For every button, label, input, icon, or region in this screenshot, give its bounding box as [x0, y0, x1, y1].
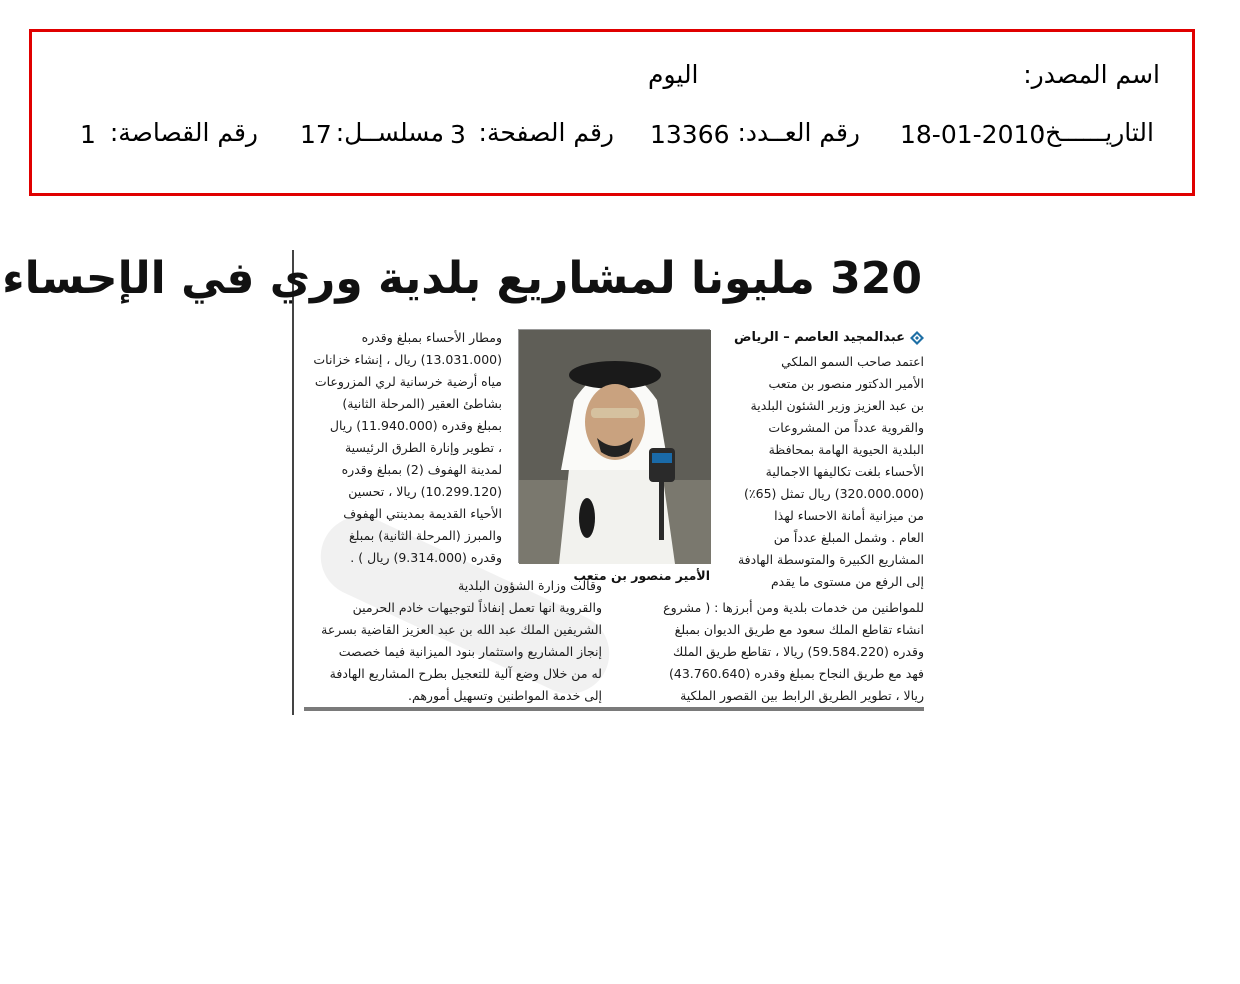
text-line: ، تطوير وإنارة الطرق الرئيسية	[344, 440, 502, 455]
text-line: لمدينة الهفوف (2) بمبلغ وقدره	[341, 462, 502, 477]
diamond-bullet-icon	[910, 331, 924, 345]
text-line: إلى خدمة المواطنين وتسهيل أمورهم.	[408, 688, 602, 703]
text-line: مياه أرضية خرسانية لري المزروعات	[314, 374, 502, 389]
text-line: المشاريع الكبيرة والمتوسطة الهادفة	[737, 552, 924, 567]
issue-value: 13366	[650, 120, 730, 149]
article-column-left-bottom	[304, 575, 602, 707]
text-line: إنجاز المشاريع واستثمار بنود الميزانية فيما خصصت	[338, 644, 602, 659]
text-line: الأحساء بلغت تكاليفها الاجمالية	[765, 464, 924, 479]
text-line: بمبلغ وقدره (11.940.000) ريال	[329, 418, 502, 433]
text-line: للمواطنين من خدمات بلدية ومن أبرزها : ( مشروع	[663, 600, 924, 615]
byline-text: عبدالمجيد العاصم – الرياض	[734, 330, 905, 345]
text-line: والقروية عدداً من المشروعات	[768, 420, 924, 435]
text-line: والقروية انها تعمل إنفاذاً لتوجيهات خادم الحرمين	[352, 600, 602, 615]
text-line: الأحياء القديمة بمدينتي الهفوف	[343, 506, 502, 521]
text-line: وقدره (59.584.220) ريالا ، تقاطع طريق الملك	[673, 644, 924, 659]
date-label: التاريــــــخ:	[1036, 118, 1154, 147]
text-line: انشاء تقاطع الملك سعود مع طريق الديوان بمبلغ	[674, 622, 924, 637]
text-line: فهد مع طريق النجاح بمبلغ وقدره (43.760.640)	[668, 666, 924, 681]
text-line: الشريفين الملك عبد الله بن عبد العزيز القاضية بسرعة	[321, 622, 602, 637]
serial-value: 17	[300, 120, 332, 149]
text-line: ومطار الأحساء بمبلغ وقدره	[361, 330, 502, 345]
serial-label: مسلســل:	[335, 118, 444, 147]
portrait-photo	[518, 329, 710, 563]
text-line: بن عبد العزيز وزير الشئون البلدية	[750, 398, 924, 413]
article-column-left-top	[304, 327, 502, 569]
text-line: وقدره (9.314.000) ريال ) .	[350, 550, 502, 565]
clip-number-value: 1	[80, 120, 96, 149]
text-line: وقالت وزارة الشؤون البلدية	[458, 578, 602, 593]
page-label: رقم الصفحة:	[478, 118, 614, 147]
clipping-metadata-box	[29, 29, 1195, 196]
text-line: له من خلال وضع آلية للتعجيل بطرح المشاريع الهادفة	[329, 666, 602, 681]
text-line: الأمير الدكتور منصور بن متعب	[768, 376, 924, 391]
text-line: (10.299.120) ريالا ، تحسين	[348, 484, 502, 499]
text-line: بشاطئ العقير (المرحلة الثانية)	[342, 396, 502, 411]
clip-number-label: رقم القصاصة:	[109, 118, 258, 147]
source-label: اسم المصدر:	[1023, 60, 1160, 89]
source-value: اليوم	[648, 60, 699, 89]
text-line: من ميزانية أمانة الاحساء لهذا	[774, 508, 924, 523]
article-byline	[734, 329, 924, 347]
text-line: البلدية الحيوية الهامة بمحافظة	[768, 442, 924, 457]
article-column-right-lower	[626, 597, 924, 707]
article-bottom-rule	[304, 707, 924, 711]
text-line: اعتمد صاحب السمو الملكي	[781, 354, 924, 369]
column-rule	[292, 250, 294, 715]
issue-label: رقم العــدد:	[737, 118, 860, 147]
text-line: (320.000.000) ريال تمثل (65٪)	[744, 486, 924, 501]
date-value: 18-01-2010	[900, 120, 1046, 149]
text-line: العام . وشمل المبلغ عدداً من	[773, 530, 924, 545]
photo-caption: الأمير منصور بن متعب	[573, 568, 710, 583]
text-line: ريالا ، تطوير الطريق الرابط بين القصور الملكية	[680, 688, 924, 703]
text-line: (13.031.000) ريال ، إنشاء خزانات	[313, 352, 502, 367]
newspaper-clipping	[2, 245, 930, 715]
article-column-right	[724, 351, 924, 593]
text-line: إلى الرفع من مستوى ما يقدم	[770, 574, 924, 589]
text-line: والمبرز (المرحلة الثانية) بمبلغ	[349, 528, 502, 543]
article-headline: 320 مليونا لمشاريع بلدية وري في الإحساء	[2, 253, 922, 304]
page-value: 3	[450, 120, 466, 149]
